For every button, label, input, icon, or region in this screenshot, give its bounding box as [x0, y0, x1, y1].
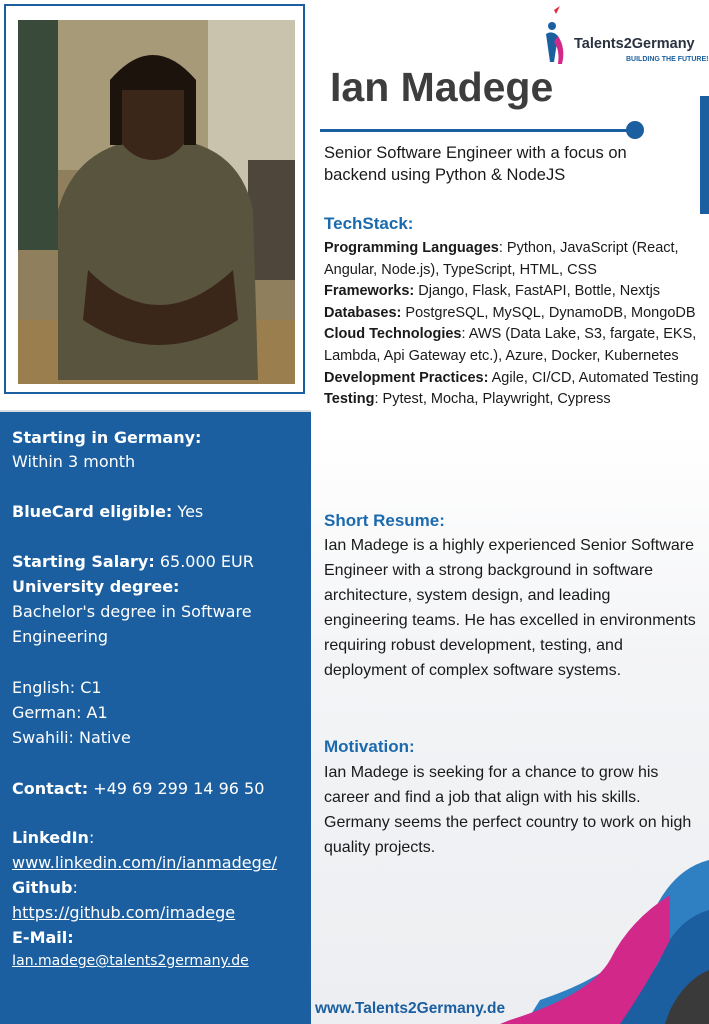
resume-text: Ian Madege is a highly experienced Senior Software Engineer with a strong background in software architecture, system design, and leading engineering teams. He has excelled in environments requiring robust development, testing, and deployment of complex software systems.: [324, 537, 696, 679]
candidate-name: Ian Madege: [330, 64, 554, 110]
start-value: Within 3 month: [12, 452, 136, 471]
motivation-title: Motivation:: [324, 737, 415, 756]
techstack-title: TechStack:: [324, 214, 414, 233]
techstack-item-value: AWS (Data Lake, S3, fargate, EKS, Lambda, Api Gateway etc.), Azure, Docker, Kubernetes: [324, 326, 697, 364]
techstack-list: [324, 238, 704, 411]
header-divider: [320, 129, 632, 132]
linkedin-label: LinkedIn:: [12, 828, 95, 847]
email-link[interactable]: Ian.madege@talents2germany.de: [12, 953, 249, 969]
techstack-item-label: Programming Languages: [324, 240, 499, 256]
techstack-item-label: Testing: [324, 391, 375, 408]
talents2germany-logo: [540, 4, 708, 68]
degree-value-line-1: Bachelor's degree in Software: [12, 602, 252, 621]
right-accent-bar: [700, 96, 709, 214]
language-swahili: Swahili: Native: [12, 728, 131, 747]
techstack-item: Cloud Technologies: AWS (Data Lake, S3, fargate, EKS, Lambda, Api Gateway etc.), Azure, Docker, Kubernetes: [324, 326, 697, 364]
logo-figure-icon: [540, 4, 580, 66]
techstack-item-value: Agile, CI/CD, Automated Testing: [491, 369, 699, 386]
techstack-item-value: Django, Flask, FastAPI, Bottle, Nextjs: [418, 283, 661, 300]
github-link[interactable]: https://github.com/imadege: [12, 903, 236, 922]
portrait-illustration: [18, 20, 295, 384]
candidate-details-panel: [0, 410, 311, 1024]
techstack-item-value: Python, JavaScript (React, Angular, Node.js), TypeScript, HTML, CSS: [324, 240, 679, 278]
start-label: Starting in Germany:: [12, 428, 202, 447]
techstack-item: [324, 281, 704, 303]
degree-label: University degree:: [12, 577, 180, 596]
bluecard-row: BlueCard eligible: Yes: [12, 502, 204, 521]
photo-frame: [4, 4, 305, 394]
logo-name: Talents2Germany: [574, 36, 695, 52]
techstack-item-value: Pytest, Mocha, Playwright, Cypress: [382, 391, 611, 408]
header-divider-dot: [626, 121, 644, 139]
techstack-item-label: Databases:: [324, 304, 402, 321]
techstack-item-label: Development Practices:: [324, 369, 489, 386]
contact-row: Contact: +49 69 299 14 96 50: [12, 779, 265, 798]
techstack-item-label: Frameworks:: [324, 283, 415, 300]
candidate-photo: [18, 20, 295, 384]
language-english: English: C1: [12, 678, 102, 697]
decorative-waves-icon: [500, 860, 709, 1024]
techstack-item: Testing: Pytest, Mocha, Playwright, Cypress: [324, 391, 611, 408]
candidate-headline: Senior Software Engineer with a focus on backend using Python & NodeJS: [324, 144, 627, 184]
techstack-item: Programming Languages: Python, JavaScript (React, Angular, Node.js), TypeScript, HTML, CSS: [324, 240, 679, 278]
techstack-item: [324, 368, 704, 390]
github-label: Github:: [12, 878, 78, 897]
footer-website[interactable]: www.Talents2Germany.de: [315, 1000, 506, 1017]
linkedin-link[interactable]: www.linkedin.com/in/ianmadege/: [12, 853, 277, 872]
resume-title: Short Resume:: [324, 511, 445, 530]
degree-value-line-2: Engineering: [12, 627, 108, 646]
language-german: German: A1: [12, 703, 108, 722]
logo-tagline: BUILDING THE FUTURE!: [626, 56, 709, 63]
techstack-item-value: PostgreSQL, MySQL, DynamoDB, MongoDB: [405, 304, 696, 321]
salary-row: Starting Salary: 65.000 EUR: [12, 552, 254, 571]
email-label: E-Mail:: [12, 928, 74, 947]
techstack-item-label: Cloud Technologies: [324, 326, 462, 343]
techstack-item: [324, 303, 704, 325]
motivation-text: Ian Madege is seeking for a chance to grow his career and find a job that align with his skills. Germany seems the perfect country to work on high quality projects.: [324, 764, 692, 856]
